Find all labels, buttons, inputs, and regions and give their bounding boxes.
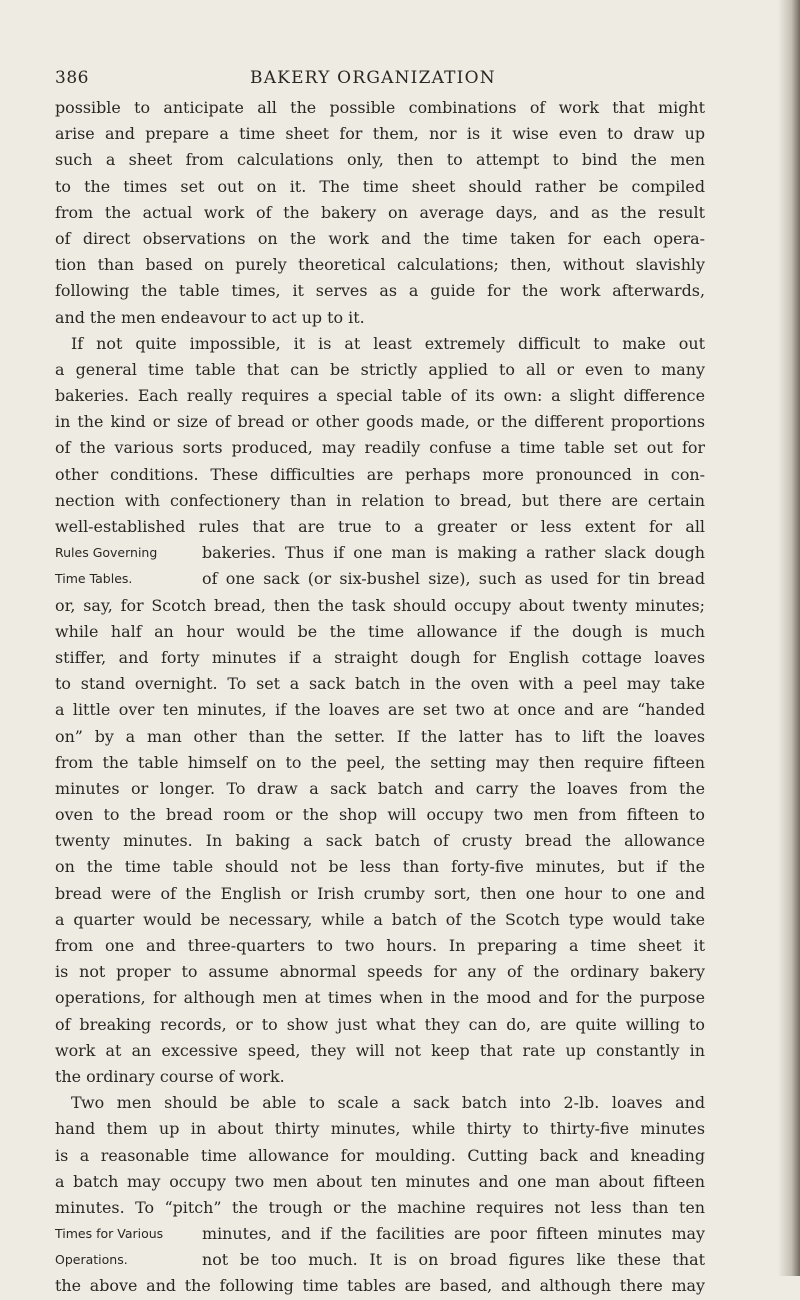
text-line: and the men endeavour to act up to it. [55,307,365,327]
text-line: minutes or longer. To draw a sack batch and carry the loaves from the [55,778,705,798]
text-line: a batch may occupy two men about ten minutes and one man about fifteen [55,1171,705,1191]
text-line: or, say, for Scotch bread, then the task should occupy about twenty minutes; [55,595,705,615]
text-line: arise and prepare a time sheet for them, nor is it wise even to draw up [55,124,705,144]
text-line: from the table himself on to the peel, the setting may then require fifteen [55,752,705,772]
text-line: oven to the bread room or the shop will occupy two men from fifteen to [55,805,705,825]
text-line: a general time table that can be strictly applied to all or even to many [55,359,705,379]
text-line: to stand overnight. To set a sack batch in the oven with a peel may take [55,674,705,694]
text-line: other conditions. These difficulties are perhaps more pronounced in con- [55,464,705,484]
text-line: operations, for although men at times when in the mood and for the purpose [55,988,705,1008]
text-line: of direct observations on the work and the time taken for each opera- [55,228,705,248]
text-line: from one and three-quarters to two hours. In preparing a time sheet it [55,936,705,955]
margin-note-rules: Rules Governing [55,545,158,561]
text-line-content: not be too much. It is on broad figures like these that [202,1250,705,1270]
text-line: a quarter would be necessary, while a batch of the Scotch type would take [55,909,705,929]
text-line: is not proper to assume abnormal speeds for any of the ordinary bakery [55,962,705,982]
running-head: BAKERY ORGANIZATION [250,68,496,88]
text-line-content: of one sack (or six-bushel size), such as used for tin bread [202,569,705,589]
page-edge-shadow [778,0,800,1276]
text-line [55,566,705,592]
text-line [55,540,705,566]
text-line: the above and the following time tables are based, and although there may [55,1276,705,1296]
text-line: hand them up in about thirty minutes, while thirty to thirty-five minutes [55,1119,705,1139]
text-line: following the table times, it serves as a guide for the work afterwards, [55,281,705,301]
text-line [55,1221,705,1247]
text-line [55,1247,705,1273]
text-line: to the times set out on it. The time sheet should rather be compiled [55,176,705,196]
text-line: work at an excessive speed, they will not keep that rate up constantly in [55,1040,705,1060]
text-line: minutes. To “pitch” the trough or the machine requires not less than ten [55,1197,705,1217]
text-line-content: bakeries. Thus if one man is making a rather slack dough [202,543,705,563]
margin-note-times: Times for Various [55,1226,164,1242]
text-line-content: minutes, and if the facilities are poor fifteen minutes may [202,1224,705,1244]
page-header [55,68,705,98]
text-line: of the various sorts produced, may readily confuse a time table set out for [55,438,705,458]
text-line: possible to anticipate all the possible combinations of work that might [55,98,705,117]
margin-note-rules: Time Tables. [55,571,133,587]
text-line: If not quite impossible, it is at least extremely difficult to make out [71,333,705,353]
text-line: from the actual work of the bakery on average days, and as the result [55,202,705,222]
text-line: on the time table should not be less than forty-five minutes, but if the [55,857,705,877]
text-line: stiffer, and forty minutes if a straight dough for English cottage loaves [55,647,705,667]
text-line: nection with confectionery than in relation to bread, but there are certain [55,490,705,510]
margin-note-times: Operations. [55,1252,128,1268]
text-line: twenty minutes. In baking a sack batch of crusty bread the allowance [55,831,705,851]
text-line: bread were of the English or Irish crumby sort, then one hour to one and [55,883,705,903]
text-line: tion than based on purely theoretical calculations; then, without slavishly [55,255,705,275]
page-number: 386 [55,68,89,88]
text-line: such a sheet from calculations only, then to attempt to bind the men [55,150,705,170]
text-line: in the kind or size of bread or other goods made, or the different proportions [55,412,705,432]
text-line: the ordinary course of work. [55,1066,285,1086]
body-text [55,95,705,1300]
text-line: while half an hour would be the time allowance if the dough is much [55,621,705,641]
text-line: Two men should be able to scale a sack batch into 2-lb. loaves and [71,1093,705,1113]
text-line: of breaking records, or to show just what they can do, are quite willing to [55,1014,705,1034]
text-line: is a reasonable time allowance for moulding. Cutting back and kneading [55,1145,705,1165]
text-line: well-established rules that are true to a greater or less extent for all [55,517,705,536]
text-line: on” by a man other than the setter. If the latter has to lift the loaves [55,726,705,746]
text-line: bakeries. Each really requires a special table of its own: a slight difference [55,386,705,406]
text-line: a little over ten minutes, if the loaves are set two at once and are “handed [55,700,705,720]
